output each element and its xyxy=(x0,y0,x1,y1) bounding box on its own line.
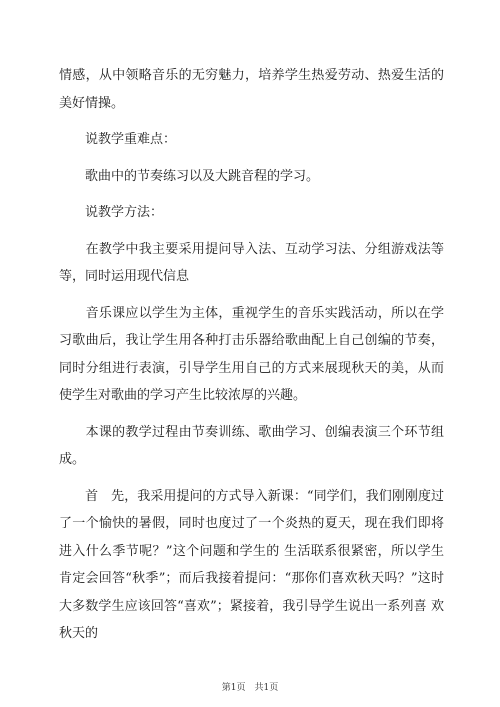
paragraph-7: 本课的教学过程由节奏训练、歌曲学习、创编表演三个环节组成。 xyxy=(59,424,444,467)
paragraph-2: 说教学重难点： xyxy=(59,132,177,147)
page-footer: 第1页 共1页 xyxy=(221,683,279,693)
paragraph-4: 说教学方法： xyxy=(59,205,164,220)
paragraph-5: 在教学中我主要采用提问导入法、互动学习法、分组游戏法等等，同时运用现代信息 xyxy=(59,241,444,284)
document-body xyxy=(59,62,444,648)
paragraph-1: 情感，从中领略音乐的无穷魅力，培养学生热爱劳动、热爱生活的美好情操。 xyxy=(59,68,444,111)
paragraph-8: 首 先，我采用提问的方式导入新课：“同学们，我们刚刚度过了一个愉快的暑假，同时也度过了一个炎热的夏天，现在我们即将进入什么季节呢？”这个问题和学生的 生活联系很紧密，所以学生肯定会回答“秋季”；而后我接着提问：“那你们喜欢秋天吗？”这时大多数学生应该回答“喜欢”；紧接着，我引导学生说出一系列喜 欢秋天的 xyxy=(59,488,444,641)
paragraph-6: 音乐课应以学生为主体，重视学生的音乐实践活动，所以在学习歌曲后，我让学生用各种打击乐器给歌曲配上自己创编的节奏，同时分组进行表演，引导学生用自己的方式来展现秋天的美，从而使学生对歌曲的学习产生比较浓厚的兴趣。 xyxy=(59,305,444,403)
paragraph-3: 歌曲中的节奏练习以及大跳音程的学习。 xyxy=(59,168,320,184)
